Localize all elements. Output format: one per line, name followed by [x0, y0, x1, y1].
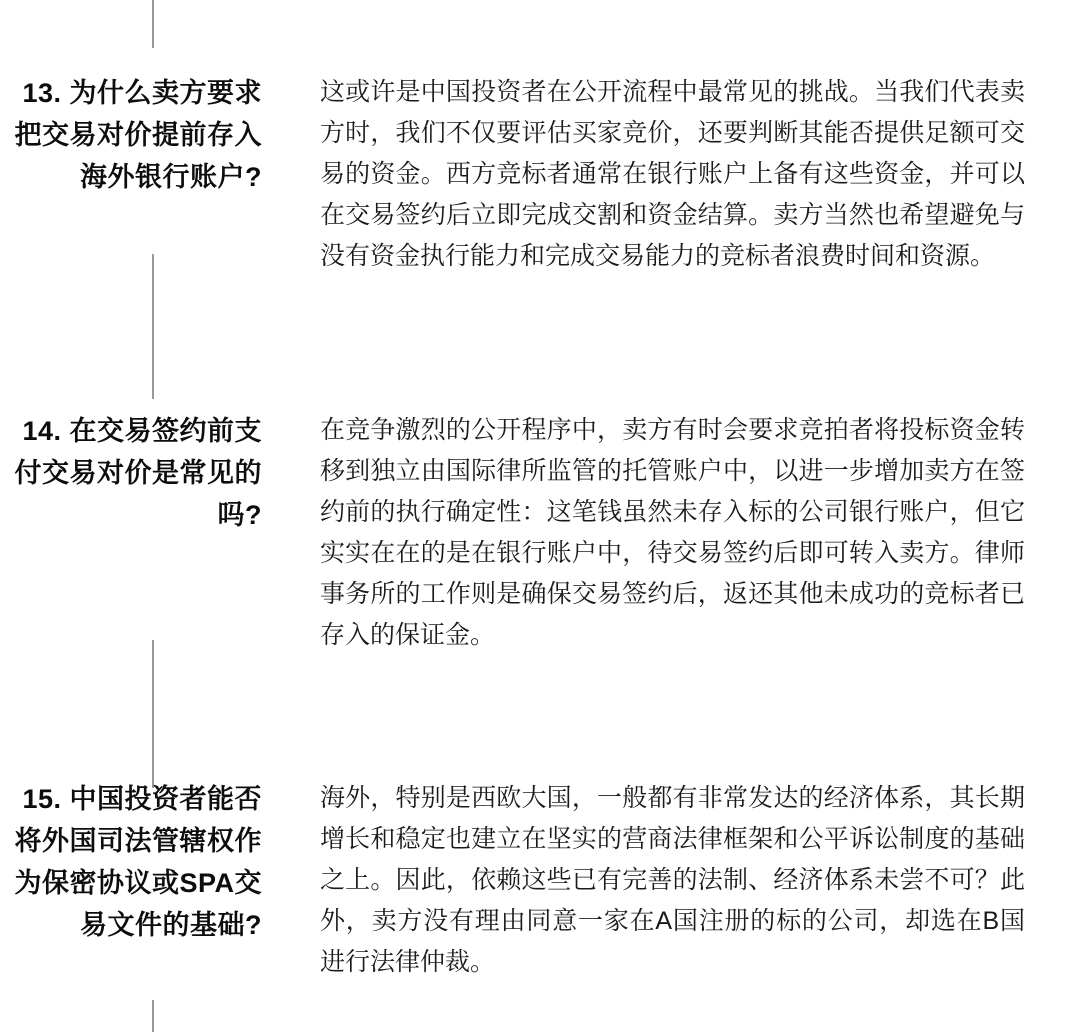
question-column	[0, 72, 280, 277]
question-column	[0, 410, 280, 656]
question-text: 15. 中国投资者能否将外国司法管辖权作为保密协议或SPA交易文件的基础?	[14, 784, 262, 940]
column-divider-segment-top	[152, 0, 154, 48]
question-column	[0, 778, 280, 983]
answer-column	[280, 778, 1025, 983]
answer-column	[280, 72, 1025, 277]
question-text: 13. 为什么卖方要求把交易对价提前存入海外银行账户?	[14, 78, 262, 192]
qa-item	[0, 72, 1073, 277]
column-divider-segment-bottom	[152, 1000, 154, 1032]
answer-text: 在竞争激烈的公开程序中，卖方有时会要求竞拍者将投标资金转移到独立由国际律所监管的托管账户中，以进一步增加卖方在签约前的执行确定性：这笔钱虽然未存入标的公司银行账户，但它实实在在的是在银行账户中，待交易签约后即可转入卖方。律师事务所的工作则是确保交易签约后，返还其他未成功的竞标者已存入的保证金。	[320, 416, 1025, 649]
question-text: 14. 在交易签约前支付交易对价是常见的吗?	[14, 416, 262, 530]
column-divider-segment-2	[152, 640, 154, 788]
qa-item	[0, 778, 1073, 983]
qa-item	[0, 410, 1073, 656]
answer-text: 海外，特别是西欧大国，一般都有非常发达的经济体系，其长期增长和稳定也建立在坚实的营商法律框架和公平诉讼制度的基础之上。因此，依赖这些已有完善的法制、经济体系未尝不可？此外，卖方没有理由同意一家在A国注册的标的公司，却选在B国进行法律仲裁。	[320, 784, 1025, 976]
answer-column	[280, 410, 1025, 656]
answer-text: 这或许是中国投资者在公开流程中最常见的挑战。当我们代表卖方时，我们不仅要评估买家竞价，还要判断其能否提供足额可交易的资金。西方竞标者通常在银行账户上备有这些资金，并可以在交易签约后立即完成交割和资金结算。卖方当然也希望避免与没有资金执行能力和完成交易能力的竞标者浪费时间和资源。	[320, 78, 1025, 270]
